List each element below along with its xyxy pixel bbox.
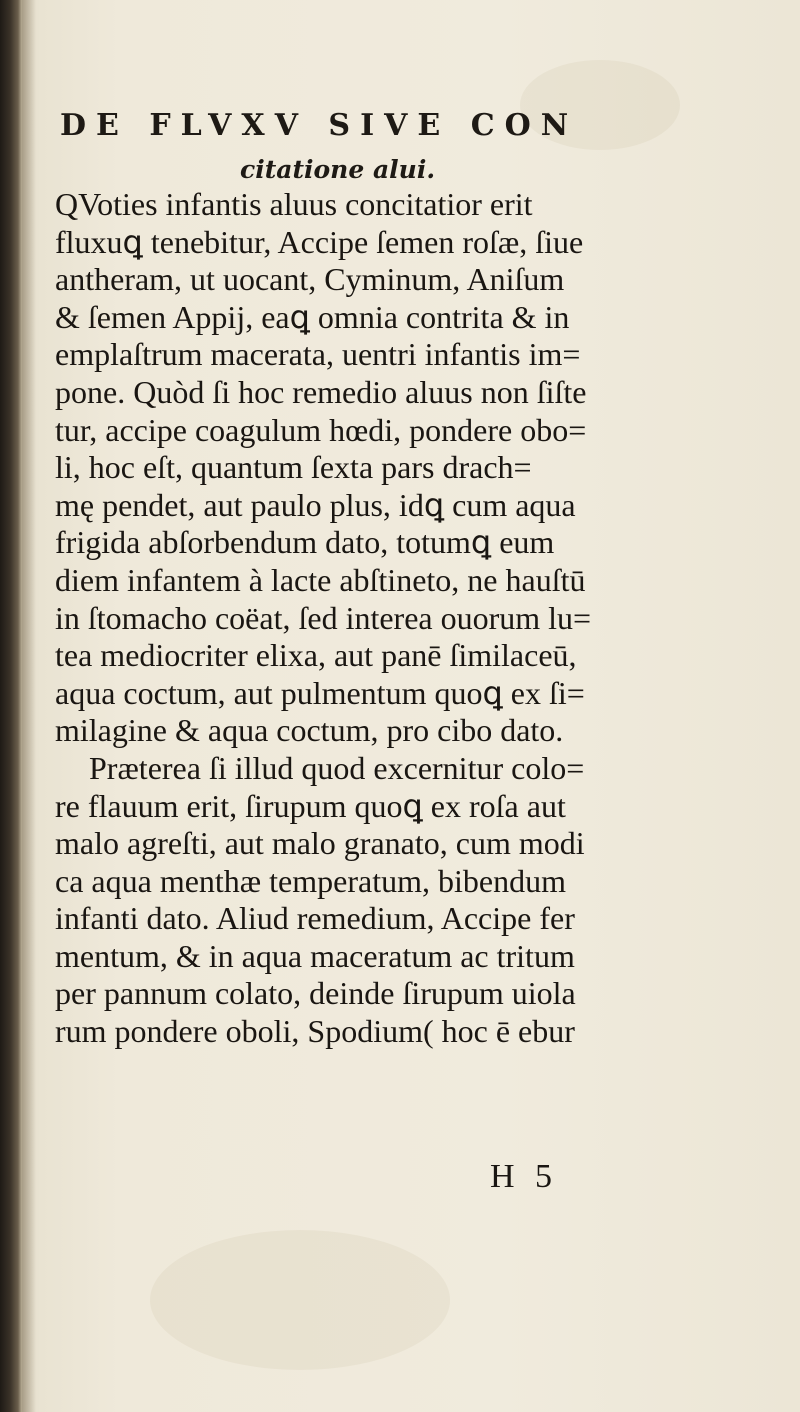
text-line: mę pendet, aut paulo plus, idꝗ cum aqua	[55, 486, 576, 523]
text-line: per pannum colato, deinde ſirupum uiola	[55, 975, 576, 1012]
text-line: mentum, & in aqua maceratum ac tritum	[55, 937, 575, 974]
text-line: diem infantem à lacte abſtineto, ne hauſtū	[55, 561, 586, 598]
text-line: in ſtomacho coëat, ſed interea ouorum lu=	[55, 599, 592, 636]
text-line: milagine & aqua coctum, pro cibo dato.	[55, 712, 564, 749]
text-line: rum pondere oboli, Spodium( hoc ē ebur	[55, 1013, 575, 1050]
text-line: malo agreſti, aut malo granato, cum modi	[55, 825, 585, 862]
text-line: Præterea ſi illud quod excernitur colo=	[89, 749, 585, 786]
text-line: fluxuꝗ tenebitur, Accipe ſemen roſæ, ſiue	[55, 223, 584, 260]
text-line: aqua coctum, aut pulmentum quoꝗ ex ſi=	[55, 674, 585, 711]
body-text	[55, 186, 755, 1051]
text-line: tea mediocriter elixa, aut panē ſimilaceū,	[55, 637, 577, 674]
gutter-shadow	[22, 0, 36, 1412]
text-line: antheram, ut uocant, Cyminum, Aniſum	[55, 261, 565, 298]
text-line: ca aqua menthæ temperatum, bibendum	[55, 862, 566, 899]
book-gutter	[0, 0, 22, 1412]
text-line: infanti dato. Aliud remedium, Accipe fer	[55, 900, 575, 937]
text-line: re flauum erit, ſirupum quoꝗ ex roſa aut	[55, 787, 566, 824]
signature-mark: H 5	[490, 1158, 559, 1195]
text-line: QVoties infantis aluus concitatior erit	[55, 186, 533, 222]
text-line: frigida abſorbendum dato, totumꝗ eum	[55, 524, 555, 561]
paper-stain	[150, 1230, 450, 1370]
page-subheading: citatione alui.	[240, 155, 436, 184]
text-line: tur, accipe coagulum hœdi, pondere obo=	[55, 411, 587, 448]
text-line: li, hoc eſt, quantum ſexta pars drach=	[55, 449, 532, 486]
text-line: emplaſtrum macerata, uentri infantis im=	[55, 336, 581, 373]
text-line: & ſemen Appij, eaꝗ omnia contrita & in	[55, 298, 570, 335]
page-heading: DE FLVXV SIVE CON	[60, 108, 579, 143]
text-line: pone. Quòd ſi hoc remedio aluus non ſiſte	[55, 373, 587, 410]
